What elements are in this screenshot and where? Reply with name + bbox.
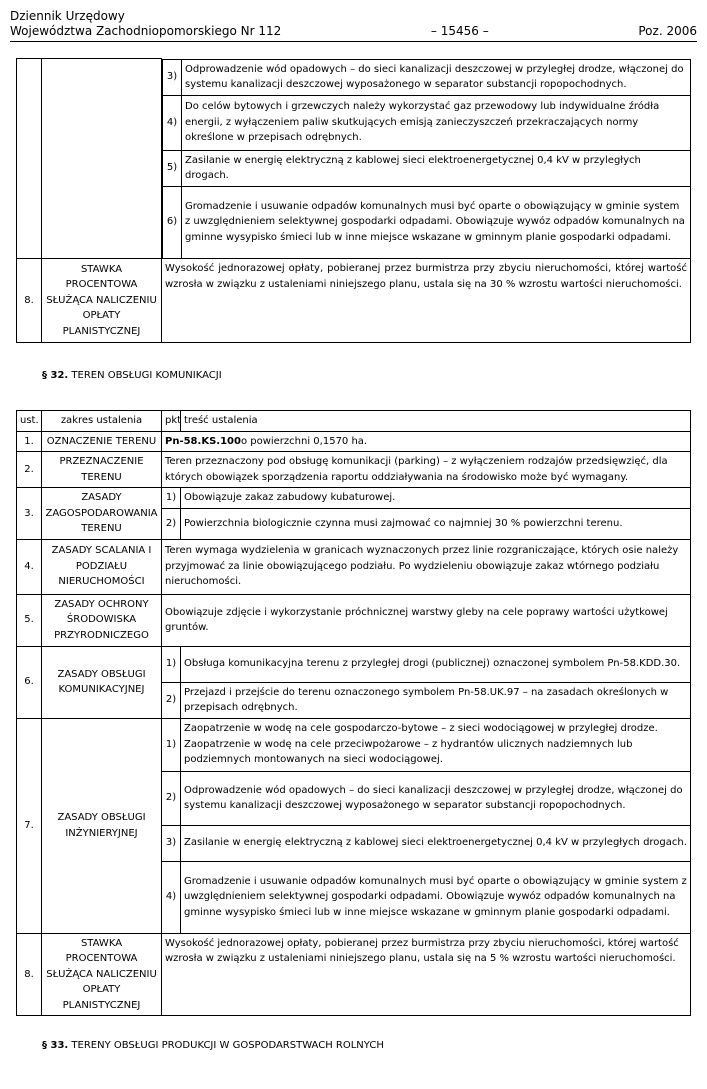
- table-row: [17, 431, 691, 452]
- position-number: Poz. 2006: [638, 24, 697, 38]
- ust-cell: 6.: [17, 646, 42, 718]
- pkt-cell: 3): [163, 59, 182, 95]
- pkt-cell: 2): [162, 509, 181, 539]
- zakres-cell: [42, 59, 162, 259]
- tresc-cell: Powierzchnia biologicznie czynna musi zajmować co najmniej 30 % powierzchni terenu.: [181, 509, 691, 539]
- page-number: – 15456 –: [430, 24, 489, 38]
- area-size: o powierzchni 0,1570 ha.: [240, 435, 368, 447]
- zakres-cell: ZASADY ZAGOSPODAROWANIA TERENU: [42, 488, 162, 540]
- pkt-cell: 1): [162, 488, 181, 509]
- table-row: [17, 488, 691, 509]
- table-row: [17, 594, 691, 646]
- section-heading-32: [42, 370, 222, 381]
- zakres-cell: PRZEZNACZENIE TERENU: [42, 452, 162, 488]
- table-row: [17, 59, 691, 259]
- ust-cell: 4.: [17, 539, 42, 594]
- tresc-cell: Gromadzenie i usuwanie odpadów komunalnych musi być oparte o obowiązujący w gminie system z uwzględnieniem selektywnej gospodarki odpadami. Obowiązuje wywóz odpadów komunalnych na gminne wysypisko śmieci lub w inne miejsce wskazane w gminnym planie gospodarki odpadami.: [182, 186, 691, 258]
- tresc-cell: Obowiązuje zdjęcie i wykorzystanie próchnicznej warstwy gleby na cele poprawy wartości użytkowej gruntów.: [162, 594, 691, 646]
- ust-cell: 3.: [17, 488, 42, 540]
- tresc-cell: [162, 431, 691, 452]
- zakres-cell: ZASADY OCHRONY ŚRODOWISKA PRZYRODNICZEGO: [42, 594, 162, 646]
- pkt-cell: 5): [163, 150, 182, 186]
- page-header: [10, 9, 697, 39]
- zakres-cell: STAWKA PROCENTOWA SŁUŻĄCA NALICZENIU OPŁATY PLANISTYCZNEJ: [42, 259, 162, 343]
- tresc-cell: Teren przeznaczony pod obsługę komunikacji (parking) – z wyłączeniem rodzajów przedsięwzięć, dla których obowiązek sporządzenia raportu oddziaływania na środowisko może być wymagany.: [162, 452, 691, 488]
- table-row: [17, 646, 691, 682]
- ust-cell: 5.: [17, 594, 42, 646]
- ust-cell: 8.: [17, 259, 42, 343]
- pkt-cell: 3): [162, 825, 181, 861]
- header-tresc: treść ustalenia: [181, 411, 691, 432]
- tresc-cell: Obsługa komunikacyjna terenu z przyległej drogi (publicznej) oznaczonej symbolem Pn-58.KDD.30.: [181, 646, 691, 682]
- header-ust: ust.: [17, 411, 42, 432]
- ust-cell: 2.: [17, 452, 42, 488]
- section-heading-33: [42, 1040, 384, 1051]
- zakres-cell: OZNACZENIE TERENU: [42, 431, 162, 452]
- tresc-cell: Obowiązuje zakaz zabudowy kubaturowej.: [181, 488, 691, 509]
- pkt-cell: 4): [163, 95, 182, 150]
- section-title: TERENY OBSŁUGI PRODUKCJI W GOSPODARSTWACH ROLNYCH: [71, 1040, 384, 1051]
- zakres-cell: STAWKA PROCENTOWA SŁUŻĄCA NALICZENIU OPŁATY PLANISTYCZNEJ: [42, 933, 162, 1016]
- journal-title: Dziennik Urzędowy: [10, 9, 125, 23]
- ust-cell: [17, 59, 42, 259]
- pkt-cell: 4): [162, 861, 181, 933]
- ust-cell: 7.: [17, 718, 42, 933]
- section-number: § 33.: [42, 1040, 69, 1051]
- tresc-cell: Przejazd i przejście do terenu oznaczonego symbolem Pn-58.UK.97 – na zasadach określonych w przepisach odrębnych.: [181, 682, 691, 718]
- pkt-cell: 2): [162, 682, 181, 718]
- zakres-cell: ZASADY OBSŁUGI KOMUNIKACYJNEJ: [42, 646, 162, 718]
- journal-issue: Województwa Zachodniopomorskiego Nr 112: [10, 24, 282, 38]
- table-continuation: [16, 58, 691, 343]
- pkt-cell: 1): [162, 646, 181, 682]
- ust-cell: 1.: [17, 431, 42, 452]
- table-header-row: [17, 411, 691, 432]
- tresc-cell: Teren wymaga wydzielenia w granicach wyznaczonych przez linie rozgraniczające, których osie należy przyjmować za linie obowiązującego podziału. Po wydzieleniu obowiązuje zakaz wtórnego podziału nieruchomości.: [162, 539, 691, 594]
- ust-cell: 8.: [17, 933, 42, 1016]
- section-title: TEREN OBSŁUGI KOMUNIKACJI: [71, 370, 222, 381]
- tresc-cell: Zasilanie w energię elektryczną z kablowej sieci elektroenergetycznej 0,4 kV w przyległych drogach.: [181, 825, 691, 861]
- pkt-cell: 2): [162, 771, 181, 825]
- section-number: § 32.: [42, 370, 69, 381]
- table-row: [17, 933, 691, 1016]
- tresc-cell: Wysokość jednorazowej opłaty, pobieranej przez burmistrza przy zbyciu nieruchomości, której wartość wzrosła w związku z ustaleniami niniejszego planu, ustala się na 30 % wzrostu wartości nieruchomości.: [162, 259, 691, 343]
- table-row: [17, 539, 691, 594]
- tresc-cell: Wysokość jednorazowej opłaty, pobieranej przez burmistrza przy zbyciu nieruchomości, której wartość wzrosła w związku z ustaleniami niniejszego planu, ustala się na 5 % wzrostu wartości nieruchomości.: [162, 933, 691, 1016]
- header-pkt: pkt: [162, 411, 181, 432]
- pkt-cell: 6): [163, 186, 182, 258]
- pkt-cell: 1): [162, 718, 181, 771]
- header-rule: [10, 41, 697, 42]
- area-symbol: Pn-58.KS.100: [165, 435, 241, 447]
- table-row: [17, 452, 691, 488]
- zakres-cell: ZASADY SCALANIA I PODZIAŁU NIERUCHOMOŚCI: [42, 539, 162, 594]
- table-row: [17, 259, 691, 343]
- tresc-cell: Zaopatrzenie w wodę na cele gospodarczo-bytowe – z sieci wodociągowej w przyległej drodze. Zaopatrzenie w wodę na cele przeciwpożarowe – z hydrantów ulicznych nadziemnych lub podziemnych montowanych na sieci wodociągowej.: [181, 718, 691, 771]
- header-zakres: zakres ustalenia: [42, 411, 162, 432]
- tresc-cell: Zasilanie w energię elektryczną z kablowej sieci elektroenergetycznej 0,4 kV w przyległych drogach.: [182, 150, 691, 186]
- table-parking: [16, 410, 691, 1016]
- tresc-cell: Gromadzenie i usuwanie odpadów komunalnych musi być oparte o obowiązujący w gminie system z uwzględnieniem selektywnej gospodarki odpadami. Obowiązuje wywóz odpadów komunalnych na gminne wysypisko śmieci lub w inne miejsce wskazane w gminnym planie gospodarki odpadami.: [181, 861, 691, 933]
- zakres-cell: ZASADY OBSŁUGI INŻYNIERYJNEJ: [42, 718, 162, 933]
- tresc-cell: Do celów bytowych i grzewczych należy wykorzystać gaz przewodowy lub indywidualne źródła energii, z wyłączeniem paliw skutkujących emisją zanieczyszczeń przekraczających normy określone w przepisach odrębnych.: [182, 95, 691, 150]
- table-row: [17, 718, 691, 771]
- tresc-cell: Odprowadzenie wód opadowych – do sieci kanalizacji deszczowej w przyległej drodze, włączonej do systemu kanalizacji deszczowej wyposażonego w separator substancji ropopochodnych.: [181, 771, 691, 825]
- tresc-cell: Odprowadzenie wód opadowych – do sieci kanalizacji deszczowej w przyległej drodze, włączonej do systemu kanalizacji deszczowej wyposażonego w separator substancji ropopochodnych.: [182, 59, 691, 95]
